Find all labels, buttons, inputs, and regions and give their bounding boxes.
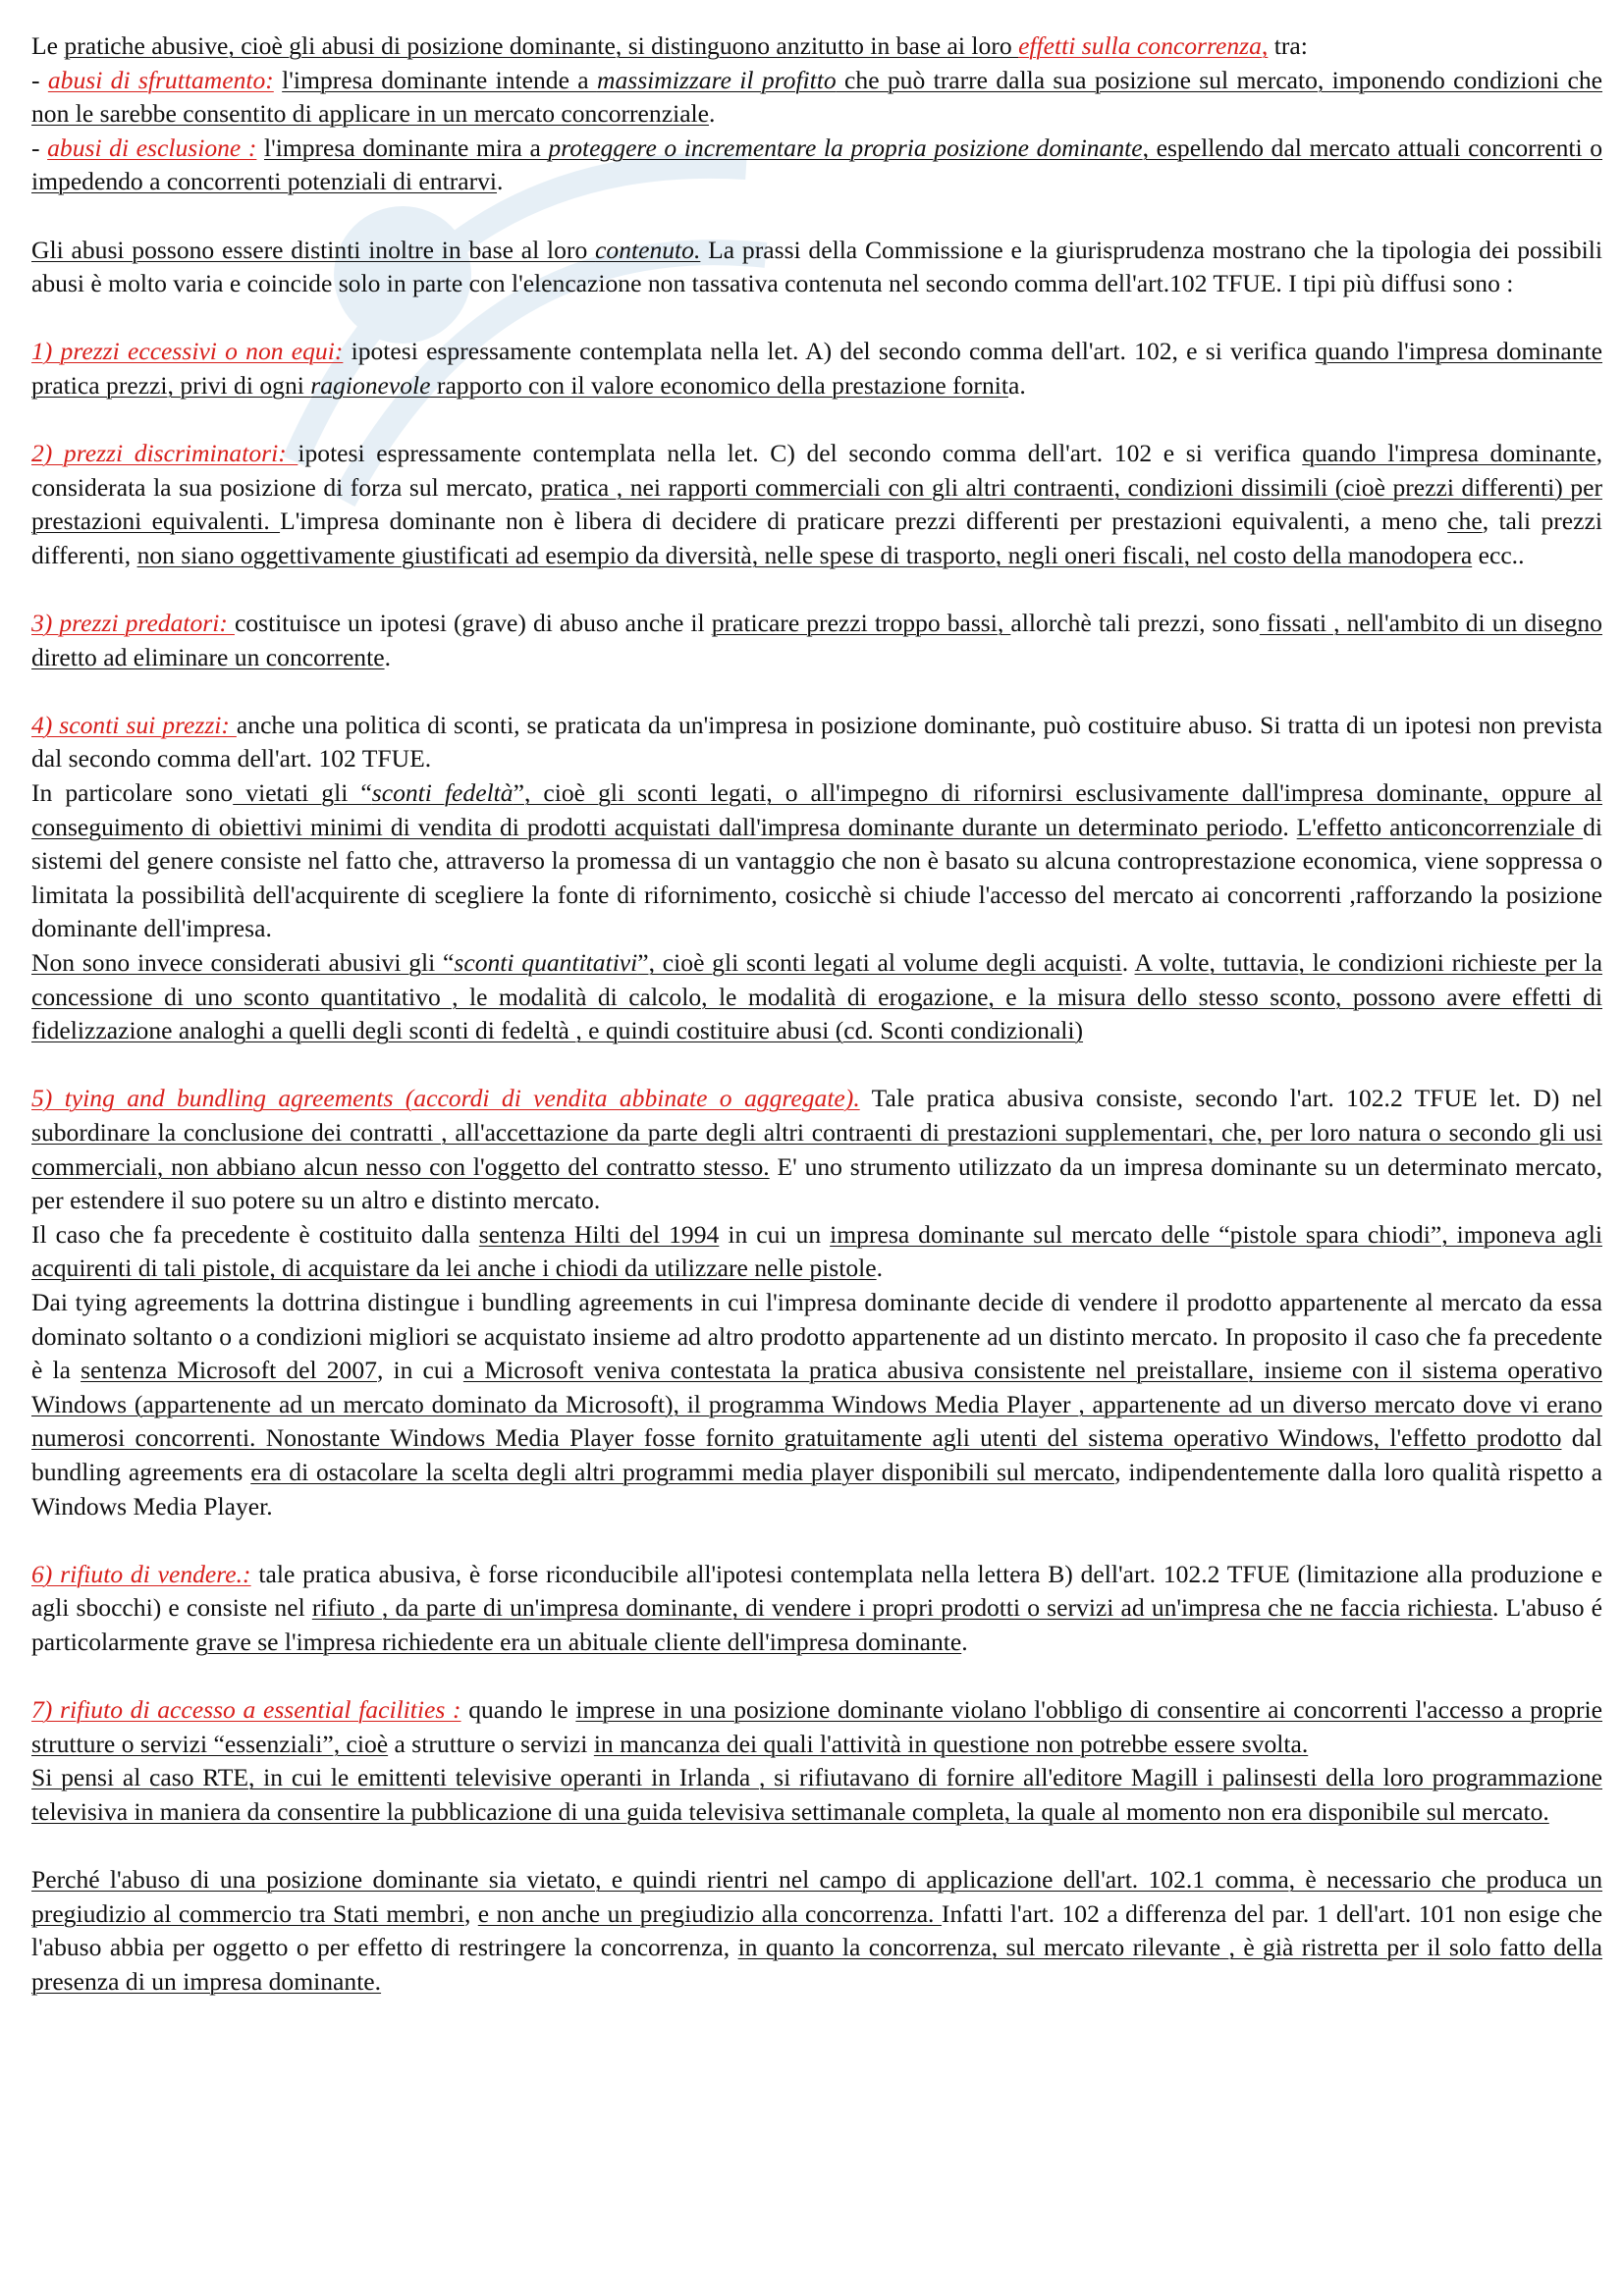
- section-title: 2) prezzi discriminatori:: [31, 439, 298, 468]
- final-paragraph: Perché l'abuso di una posizione dominante sia vietato, e quindi rientri nel campo di applicazione dell'art. 102.1 comma, è necessario che produca un pregiudizio al commercio tra Stati membri, e non anche un pregiudizio alla concorrenza. Infatti l'art. 102 a differenza del par. 1 dell'art. 101 non esige che l'abuso abbia per oggetto o per effetto di restringere la concorrenza, in quanto la concorrenza, sul mercato rilevante , è già ristretta per il solo fatto della presenza di un impresa dominante.: [31, 1865, 1603, 1996]
- section-prezzi-discriminatori: 2) prezzi discriminatori: ipotesi espressamente contemplata nella let. C) del secondo comma dell'art. 102 e si verifica quando l'impresa dominante, considerata la sua posizione di forza sul mercato, pratica , nei rapporti commerciali con gli altri contraenti, condizioni dissimili (cioè prezzi differenti) per prestazioni equivalenti. L'impresa dominante non è libera di decidere di praticare prezzi differenti per prestazioni equivalenti, a meno che, tali prezzi differenti, non siano oggettivamente giustificati ad esempio da diversità, nelle spese di trasporto, negli oneri fiscali, nel costo della manodopera ecc..: [31, 439, 1602, 569]
- intro-paragraph: Le pratiche abusive, cioè gli abusi di posizione dominante, si distinguono anzitutto in base ai loro effetti sulla concorrenza, tra: - abusi di sfruttamento: l'impresa dominante intende a massimizzare il profitto che può trarre dalla sua posizione sul mercato, imponendo condizioni che non le sarebbe consentito di applicare in un mercato concorrenziale. - abusi di esclusione : l'impresa dominante mira a proteggere o incrementare la propria posizione dominante, espellendo dal mercato attuali concorrenti o impedendo a concorrenti potenziali di entrarvi.: [31, 31, 1603, 196]
- section-title: 4) sconti sui prezzi:: [31, 710, 237, 739]
- section-rifiuto-di-vendere: 6) rifiuto di vendere.: tale pratica abusiva, è forse riconducibile all'ipotesi contemplata nella lettera B) dell'art. 102.2 TFUE (limitazione alla produzione e agli sbocchi) e consiste nel rifiuto , da parte di un'impresa dominante, di vendere i propri prodotti o servizi ad un'impresa che ne faccia richiesta. L'abuso é particolarmente grave se l'impresa richiedente era un abituale cliente dell'impresa dominante.: [31, 1559, 1603, 1656]
- section-tying-bundling: 5) tying and bundling agreements (accordi di vendita abbinate o aggregate). Tale pratica abusiva consiste, secondo l'art. 102.2 TFUE let. D) nel subordinare la conclusione dei contratti , all'accettazione da parte degli altri contraenti di prestazioni supplementari, che, per loro natura o secondo gli usi commerciali, non abbiano alcun nesso con l'oggetto del contratto stesso. E' uno strumento utilizzato da un impresa dominante su un determinato mercato, per estendere il suo potere su un altro e distinto mercato. Il caso che fa precedente è costituito dalla sentenza Hilti del 1994 in cui un impresa dominante sul mercato delle “pistole spara chiodi”, imponeva agli acquirenti di tali pistole, di acquistare da lei anche i chiodi da utilizzare nelle pistole. Dai tying agreements la dottrina distingue i bundling agreements in cui l'impresa dominante decide di vendere il prodotto appartenente al mercato da essa dominato soltanto o a condizioni migliori se acquistato insieme ad altro prodotto appartenente ad un distinto mercato. In proposito il caso che fa precedente è la sentenza Microsoft del 2007, in cui a Microsoft veniva contestata la pratica abusiva consistente nel preistallare, insieme con il sistema operativo Windows (appartenente ad un mercato dominato da Microsoft), il programma Windows Media Player , appartenente ad un diverso mercato dove vi erano numerosi concorrenti. Nonostante Windows Media Player fosse fornito gratuitamente agli utenti del sistema operativo Windows, l'effetto prodotto dal bundling agreements era di ostacolare la scelta degli altri programmi media player disponibili sul mercato, indipendentemente dalla loro qualità rispetto a Windows Media Player.: [31, 1084, 1603, 1521]
- section-title: 6) rifiuto di vendere.:: [31, 1559, 251, 1588]
- section-prezzi-eccessivi: 1) prezzi eccessivi o non equi: ipotesi espressamente contemplata nella let. A) del secondo comma dell'art. 102, e si verifica quando l'impresa dominante pratica prezzi, privi di ogni ragionevole rapporto con il valore economico della prestazione fornita.: [31, 337, 1602, 400]
- section-prezzi-predatori: 3) prezzi predatori: costituisce un ipotesi (grave) di abuso anche il praticare prezzi troppo bassi, allorchè tali prezzi, sono fissati , nell'ambito di un disegno diretto ad eliminare un concorrente.: [31, 609, 1602, 671]
- section-title: 5) tying and bundling agreements (accordi di vendita abbinate o aggregate).: [31, 1084, 860, 1113]
- section-essential-facilities: 7) rifiuto di accesso a essential facilities : quando le imprese in una posizione dominante violano l'obbligo di consentire ai concorrenti l'accesso a proprie strutture o servizi “essenziali”, cioè a strutture o servizi in mancanza dei quali l'attività in questione non potrebbe essere svolta. Si pensi al caso RTE, in cui le emittenti televisive operanti in Irlanda , si rifiutavano di fornire all'editore Magill i palinsesti della loro programmazione televisiva in maniera da consentire la pubblicazione di una guida televisiva settimanale completa, la quale al momento non era disponibile sul mercato.: [31, 1695, 1602, 1826]
- section-sconti-sui-prezzi: 4) sconti sui prezzi: anche una politica di sconti, se praticata da un'impresa in posizione dominante, può costituire abuso. Si tratta di un ipotesi non prevista dal secondo comma dell'art. 102 TFUE. In particolare sono vietati gli “sconti fedeltà”, cioè gli sconti legati, o all'impegno di rifornirsi esclusivamente dall'impresa dominante, oppure al conseguimento di obiettivi minimi di vendita di prodotti acquistati dall'impresa dominante durante un determinato periodo. L'effetto anticoncorrenziale di sistemi del genere consiste nel fatto che, attraverso la promessa di un vantaggio che non è basato su alcuna controprestazione economica, viene soppressa o limitata la possibilità dell'acquirente di scegliere la fonte di rifornimento, cosicchè si chiude l'accesso del mercato ai concorrenti ,rafforzando la posizione dominante dell'impresa. Non sono invece considerati abusivi gli “sconti quantitativi”, cioè gli sconti legati al volume degli acquisti. A volte, tuttavia, le condizioni richieste per la concessione di uno sconto quantitativo , le modalità di calcolo, le modalità di erogazione, e la misura dello stesso sconto, possono avere effetti di fidelizzazione analoghi a quelli degli sconti di fedeltà , e quindi costituire abusi (cd. Sconti condizionali): [31, 710, 1603, 1045]
- section-title: 1) prezzi eccessivi o non equi:: [31, 337, 344, 366]
- term-abusi-esclusione: abusi di esclusione :: [47, 133, 257, 162]
- term-abusi-sfruttamento: abusi di sfruttamento:: [47, 65, 274, 94]
- section-title: 7) rifiuto di accesso a essential facilities :: [31, 1695, 461, 1725]
- document-page: [31, 29, 1602, 1999]
- content-classification-paragraph: Gli abusi possono essere distinti inoltre in base al loro contenuto. La prassi della Commissione e la giurisprudenza mostrano che la tipologia dei possibili abusi è molto varia e coincide solo in parte con l'elencazione non tassativa contenuta nel secondo comma dell'art.102 TFUE. I tipi più diffusi sono :: [31, 235, 1602, 298]
- section-title: 3) prezzi predatori:: [31, 609, 235, 638]
